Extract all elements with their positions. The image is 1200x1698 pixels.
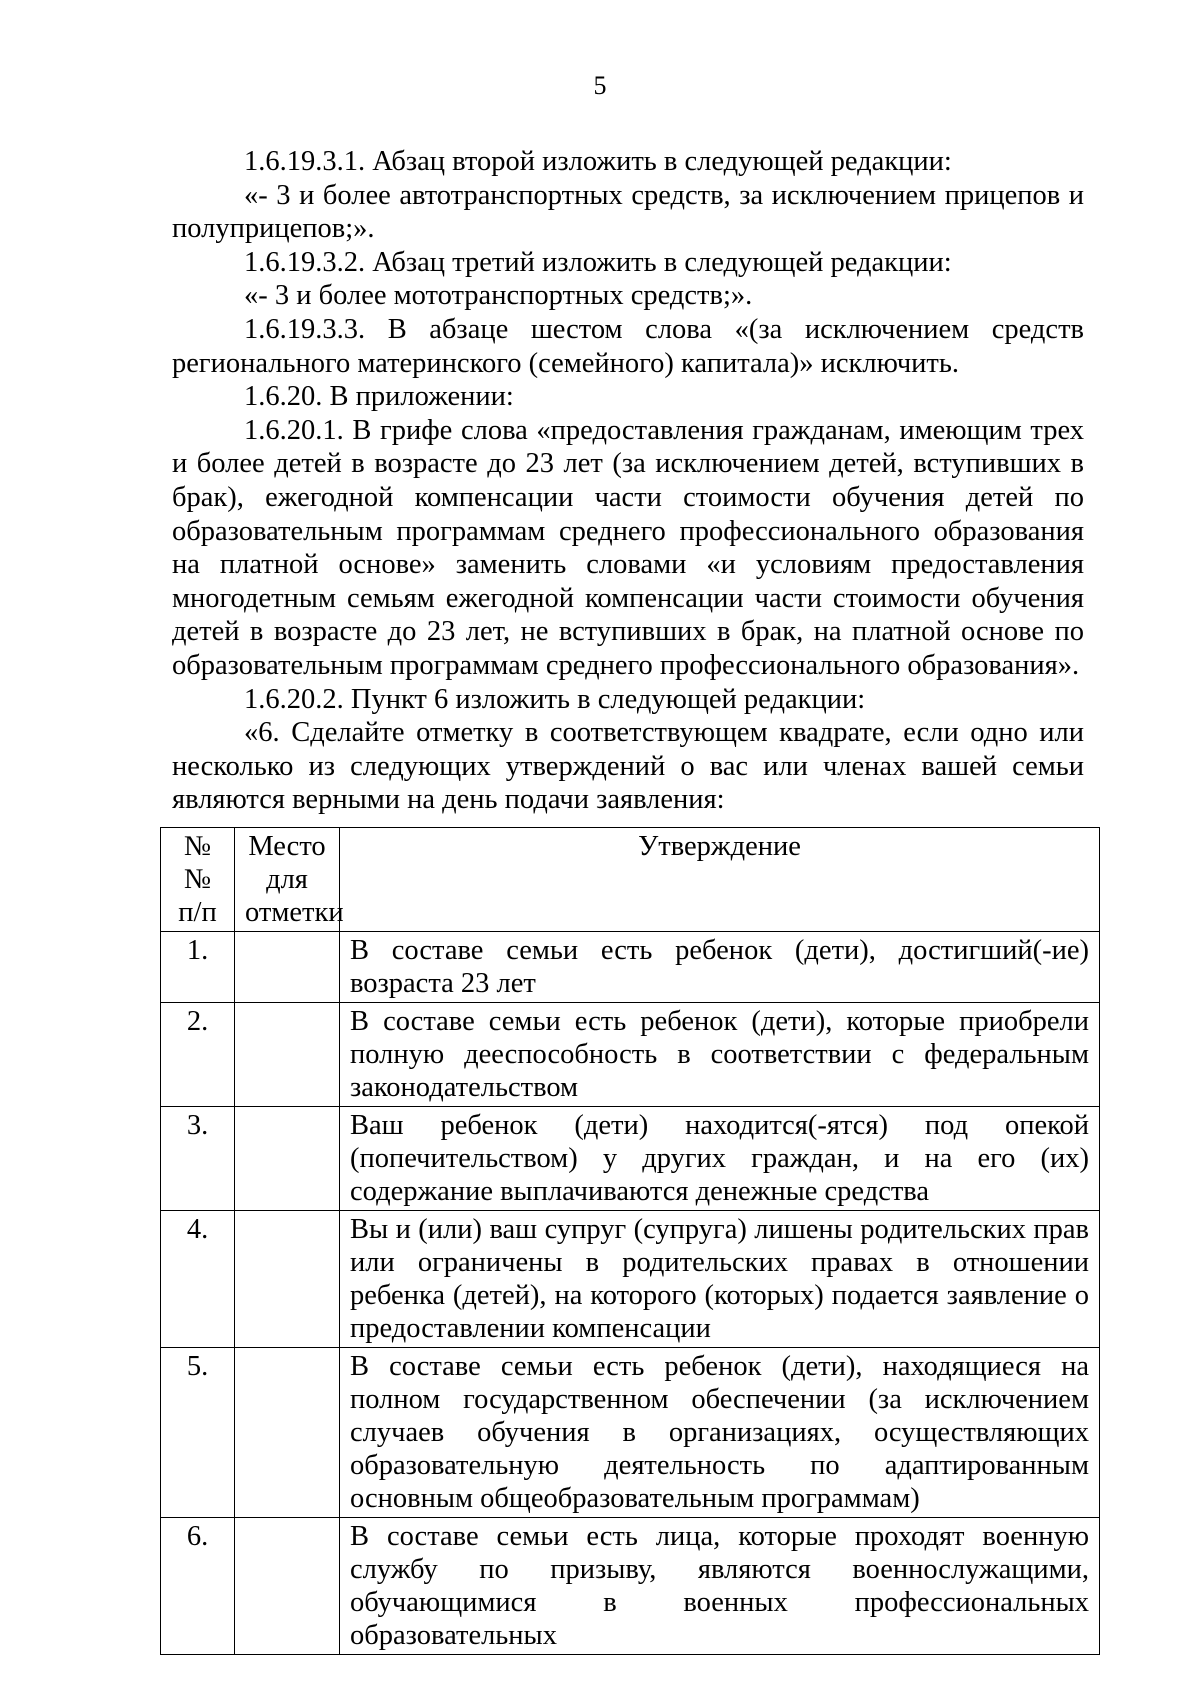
table-row xyxy=(161,1518,1100,1655)
header-statement: Утверждение xyxy=(340,828,1100,932)
row-number: 4. xyxy=(161,1211,235,1348)
row-number: 1. xyxy=(161,932,235,1003)
paragraph-1-6-19-3-1: 1.6.19.3.1. Абзац второй изложить в следующей редакции: xyxy=(244,146,952,177)
table-row xyxy=(161,1348,1100,1518)
paragraph-point-6: «6. Сделайте отметку в соответствующем квадрате, если одно или несколько из следующих утверждений о вас или членах вашей семьи являются верными на день подачи заявления: xyxy=(172,717,1084,816)
statement-text: В составе семьи есть ребенок (дети), находящиеся на полном государственном обеспечении (за исключением случаев обучения в организациях, осуществляющих образовательную деятельность по адаптированным основным общеобразовательным программам) xyxy=(340,1348,1100,1518)
table-header-row xyxy=(161,828,1100,932)
document-body xyxy=(172,145,1084,817)
paragraph-quote-autotransport: «- 3 и более автотранспортных средств, за исключением прицепов и полуприцепов;». xyxy=(172,179,1084,245)
mark-cell[interactable] xyxy=(235,1107,340,1211)
statement-text: В составе семьи есть ребенок (дети), достигший(-ие) возраста 23 лет xyxy=(340,932,1100,1003)
paragraph-1-6-20-1: 1.6.20.1. В грифе слова «предоставления гражданам, имеющим трех и более детей в возрасте до 23 лет (за исключением детей, вступивших в брак), ежегодной компенсации части стоимости обучения детей по образовательным программам среднего профессионального образования на платной основе» заменить словами «и условиям предоставления многодетным семьям ежегодной компенсации части стоимости обучения детей в возрасте до 23 лет, не вступивших в брак, на платной основе по образовательным программам среднего профессионального образования». xyxy=(172,414,1084,681)
row-number: 3. xyxy=(161,1107,235,1211)
mark-cell[interactable] xyxy=(235,1003,340,1107)
mark-cell[interactable] xyxy=(235,1211,340,1348)
mark-cell[interactable] xyxy=(235,1348,340,1518)
paragraph-1-6-20: 1.6.20. В приложении: xyxy=(244,381,514,413)
mark-cell[interactable] xyxy=(235,1518,340,1655)
statement-text: Вы и (или) ваш супруг (супруга) лишены родительских прав или ограничены в родительских правах в отношении ребенка (детей), на которого (которых) подается заявление о предоставлении компенсации xyxy=(340,1211,1100,1348)
table-row xyxy=(161,1003,1100,1107)
header-mark: Место для отметки xyxy=(235,828,340,932)
statement-text: Ваш ребенок (дети) находится(-ятся) под опекой (попечительством) у других граждан, и на его (их) содержание выплачиваются денежные средства xyxy=(340,1107,1100,1211)
statement-text: В составе семьи есть ребенок (дети), которые приобрели полную дееспособность в соответствии с федеральным законодательством xyxy=(340,1003,1100,1107)
table-row xyxy=(161,1211,1100,1348)
row-number: 5. xyxy=(161,1348,235,1518)
page-number: 5 xyxy=(593,71,607,100)
paragraph-quote-mototransport: «- 3 и более мототранспортных средств;». xyxy=(244,280,753,312)
statements-table xyxy=(160,827,1100,1655)
mark-cell[interactable] xyxy=(235,932,340,1003)
row-number: 6. xyxy=(161,1518,235,1655)
paragraph-1-6-20-2: 1.6.20.2. Пункт 6 изложить в следующей редакции: xyxy=(244,683,866,715)
table-row xyxy=(161,932,1100,1003)
header-number: №№ п/п xyxy=(161,828,235,932)
paragraph-1-6-19-3-2: 1.6.19.3.2. Абзац третий изложить в следующей редакции: xyxy=(244,246,952,278)
row-number: 2. xyxy=(161,1003,235,1107)
statement-text: В составе семьи есть лица, которые проходят военную службу по призыву, являются военнослужащими, обучающимися в военных профессиональных образовательных xyxy=(340,1518,1100,1655)
table-row xyxy=(161,1107,1100,1211)
paragraph-1-6-19-3-3: 1.6.19.3.3. В абзаце шестом слова «(за исключением средств регионального материнского (семейного) капитала)» исключить. xyxy=(172,313,1084,379)
